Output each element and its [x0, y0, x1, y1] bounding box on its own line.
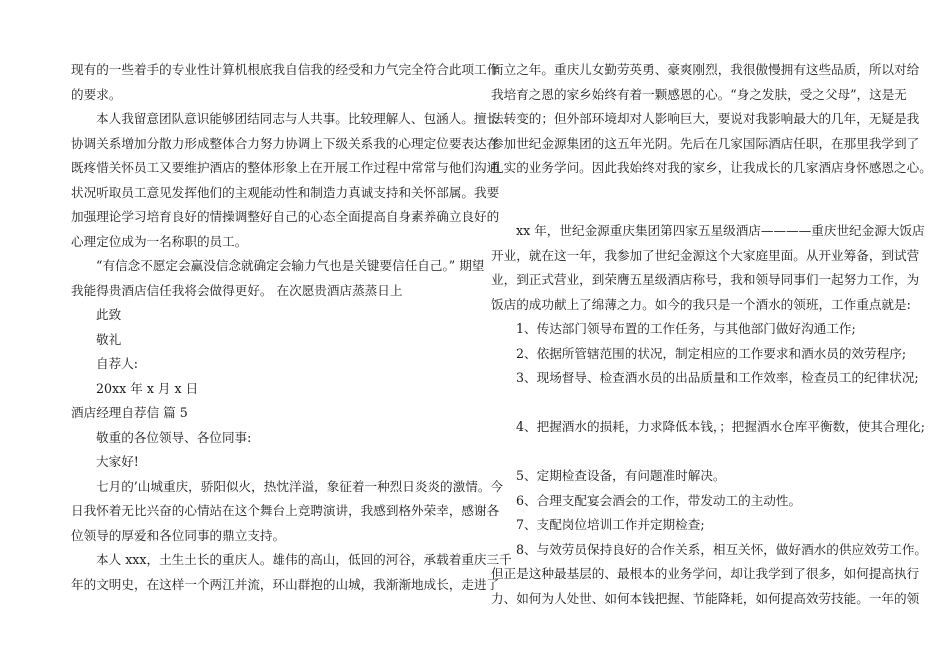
list-item: 3、现场督导、检查酒水员的出品质量和工作效率，检查员工的纪律状况;: [516, 370, 919, 385]
paragraph-gap: [491, 440, 883, 465]
text-line: 现有的一些着手的专业性计算机根底我自信我的经受和力气完全符合此项工作: [71, 62, 500, 77]
text-line: 法转变的；但外部环境却对人影响巨大，要说对我影响最大的几年，无疑是我: [491, 111, 920, 126]
text-line: 年的文明史，在这样一个两江并流，环山群抱的山城，我渐渐地成长，走进了: [71, 576, 500, 592]
text-line: 开业，就在这一年，我参加了世纪金源这个大家庭里面。从开业筹备，到试营: [491, 247, 920, 263]
text-line: 协调关系增加分散力形成整体合力努力协调上下级关系我的心理定位要表达在: [71, 135, 500, 151]
text-line: 七月的’山城重庆，骄阳似火，热忱洋溢，象征着一种烈日炎炎的激情。今: [96, 478, 504, 494]
list-item: 7、支配岗位培训工作并定期检查;: [516, 517, 705, 532]
text-line: [491, 293, 911, 318]
list-item: 6、合理支配宴会酒会的工作，带发动工的主动性。: [516, 492, 802, 508]
right-column: [491, 58, 932, 611]
left-column: [71, 58, 512, 597]
text-line: xx 年，世纪金源重庆集团第四家五星级酒店————重庆世纪金源大饭店: [516, 223, 925, 238]
text-line: 状况听取员工意见发挥他们的主观能动性和制造力真诚支持和关怀部属。我要: [71, 184, 500, 200]
text-line: 力、如何为人处世、如何本钱把握、节能降耗，如何提高效劳技能。一年的领: [491, 590, 920, 606]
text-line: 我培育之恩的家乡始终有着一颗感恩的心。“身之发肤，受之父母”，这是无: [491, 86, 907, 102]
paragraph-gap: [491, 391, 883, 416]
text-line-tail: 如今的我只是一个酒水的领班，工作重点就是:: [654, 296, 911, 312]
text-line: 业，到正式营业，到荣膺五星级酒店称号，我和领导同事们一起努力工作，为: [491, 272, 920, 287]
text-line: 的要求。: [71, 86, 122, 102]
text-line: 但正是这种最基层的、最根本的业务学问，却让我学到了很多，如何提高执行: [491, 566, 920, 581]
list-item: 8、与效劳员保持良好的合作关系，相互关怀，做好酒水的供应效劳工作。: [516, 541, 928, 557]
text-line: 参加世纪金源集团的这五年光阴。先后在几家国际酒店任职，在那里我学到了: [491, 135, 920, 151]
text-line: 扎实的业务学问。因此我始终对我的家乡，让我成长的几家酒店身怀感恩之心。: [491, 160, 932, 175]
section-title: 酒店经理自荐信 篇 5: [71, 405, 188, 420]
text-line: 日我怀着无比兴奋的心情站在这个舞台上竞聘演讲，我感到格外荣幸，感谢各: [71, 503, 500, 518]
text-line: 加强理论学习培育良好的情操调整好自己的心态全面提高自身素养确立良好的: [71, 209, 500, 224]
list-item: 5、定期检查设备，有问题准时解决。: [516, 468, 726, 483]
text-line: 本人我留意团队意识能够团结同志与人共事。比较理解人、包涵人。擅长: [96, 111, 499, 126]
signature-label: 自荐人:: [96, 356, 139, 371]
text-line: 既疼惜关怀员工又要维护酒店的整体形象上在开展工作过程中常常与他们沟通: [71, 160, 500, 175]
text-line: 而立之年。重庆儿女勤劳英勇、豪爽刚烈，我很傲慢拥有这些品质，所以对给: [491, 62, 920, 77]
paragraph-gap: [491, 181, 883, 206]
text-line: 本人 xxx，土生土长的重庆人。雄伟的高山，低回的河谷，承载着重庆三千: [96, 552, 512, 567]
text-line: 位领导的厚爱和各位同事的鼎立支持。: [71, 527, 286, 543]
date-line: 20xx 年 x 月 x 日: [96, 380, 199, 396]
greeting: 大家好!: [96, 454, 139, 469]
list-item: 4、把握酒水的损耗，力求降低本钱，；把握酒水仓库平衡数，使其合理化;: [516, 419, 925, 434]
closing-line: 此致: [96, 307, 122, 322]
text-line: 我能得贵酒店信任我将会做得更好。 在次愿贵酒店蒸蒸日上: [71, 282, 403, 298]
paragraph-gap: [491, 205, 883, 219]
text-line-head: 饭店的成功献上了绵薄之力。: [491, 296, 655, 312]
text-line: 心理定位成为一名称职的员工。: [71, 233, 248, 249]
list-item: 1、传达部门领导布置的工作任务，与其他部门做好沟通工作;: [516, 321, 856, 336]
list-item: 2、依据所管辖范围的状况，制定相应的工作要求和酒水员的效劳程序;: [516, 345, 907, 361]
closing-line: 敬礼: [96, 331, 122, 347]
text-line: “有信念不愿定会赢没信念就确定会输力气也是关键要信任自己。” 期望: [96, 258, 485, 273]
salutation: 敬重的各位领导、各位同事:: [96, 429, 252, 445]
